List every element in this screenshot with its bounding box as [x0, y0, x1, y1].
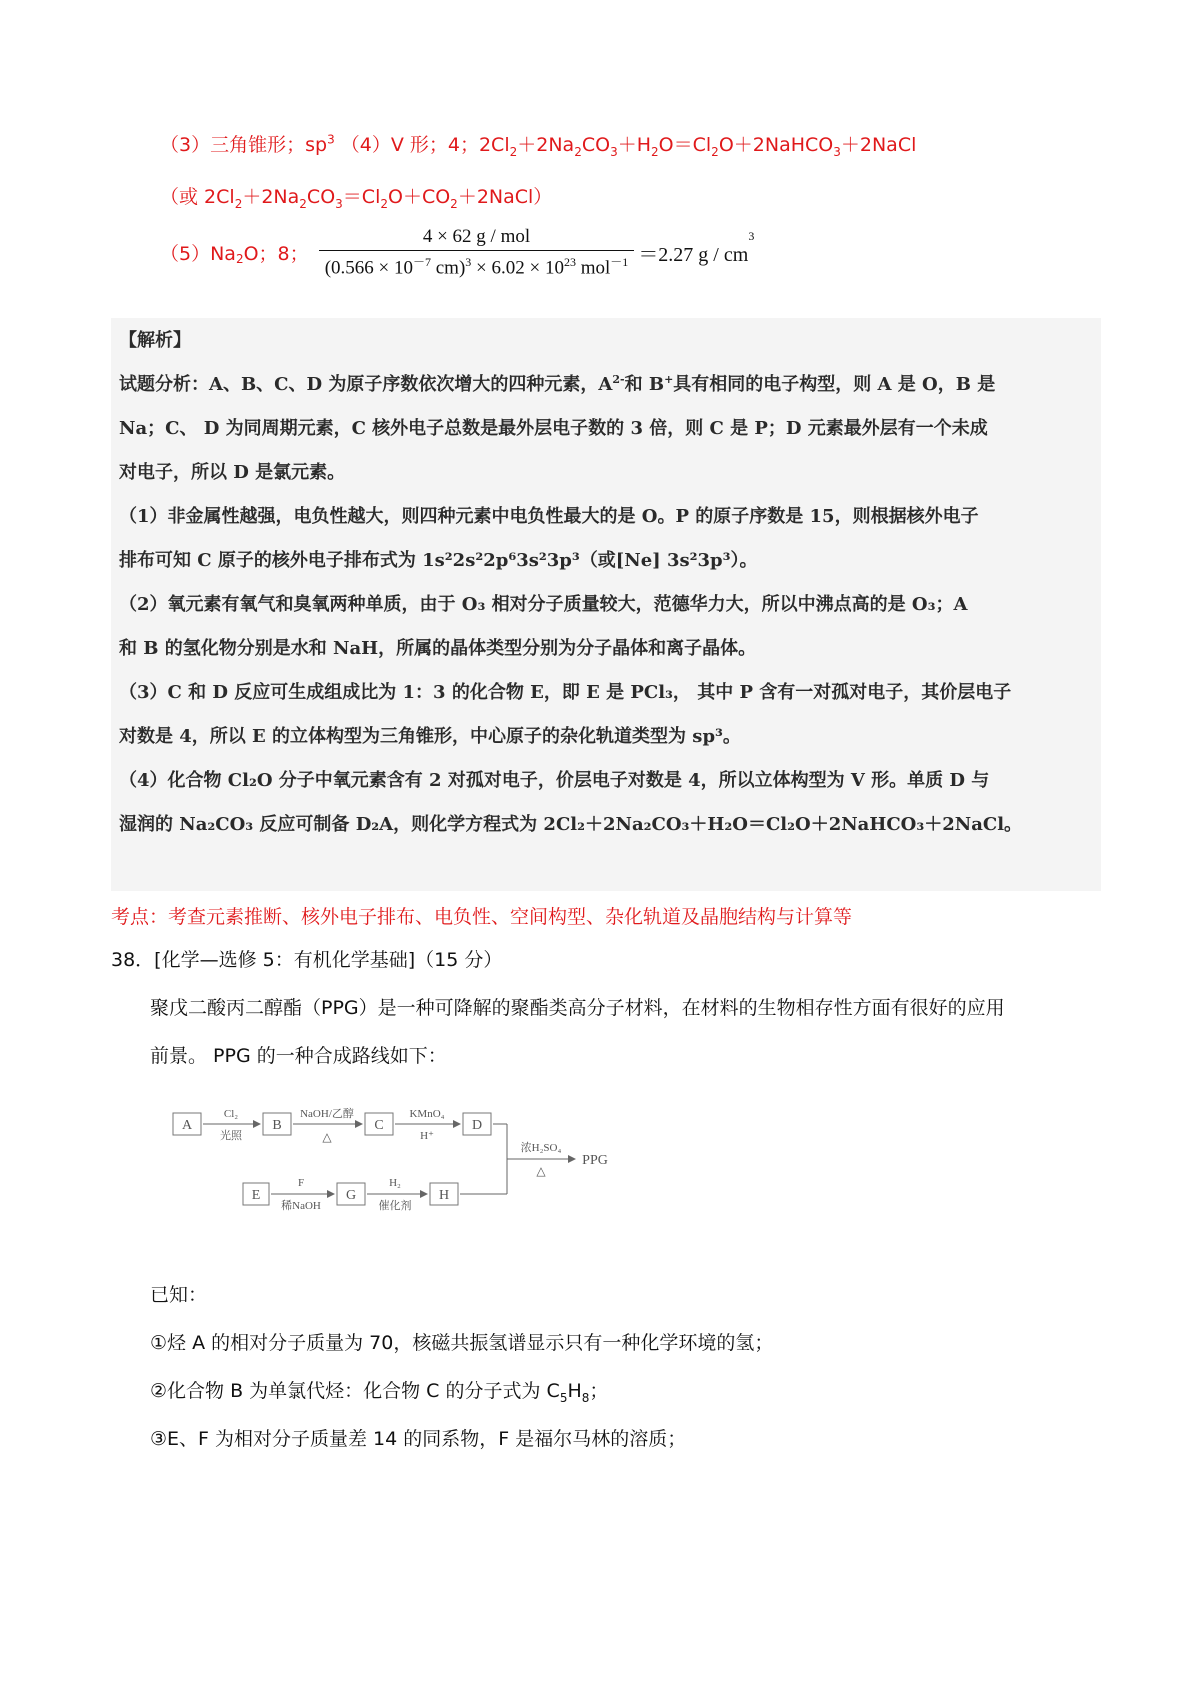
analysis-p1-line2: Na；C、 D 为同周期元素，C 核外电子总数是最外层电子数的 3 倍，则 C 是 P；D 元素最外层有一个未成 — [119, 418, 988, 439]
analysis-text: 排布可知 C 原子的核外电子排布式为 1s²2s²2p⁶3s²3p³（或[Ne] 3s²3p³）。 — [119, 550, 758, 571]
charge-superscript: + — [664, 373, 674, 386]
den-part: mol — [575, 257, 611, 279]
den-part: cm) — [431, 257, 466, 279]
eq-sub: 2 — [234, 196, 243, 211]
eq-part: O＋CO — [387, 186, 451, 208]
sp3-superscript: 3 — [327, 132, 335, 147]
eq-sub: 3 — [833, 144, 841, 159]
fraction-denominator — [319, 251, 635, 279]
reagent-b-c: NaOH/乙醇 — [300, 1108, 354, 1120]
analysis-panel — [111, 318, 1101, 891]
answer-5-tail: O；8； — [243, 243, 309, 266]
answer-line-alt — [160, 182, 552, 211]
eq-sub: 2 — [299, 196, 307, 211]
den-exp: 3 — [465, 255, 472, 269]
eq-part: O＝Cl — [658, 134, 712, 156]
known-item-3: ③E、F 为相对分子质量差 14 的同系物，F 是福尔马林的溶质； — [150, 1428, 687, 1450]
known-text: H — [567, 1380, 582, 1402]
eq-part: ＋H — [617, 134, 652, 156]
reagent-join: 浓H₂SO₄ — [520, 1142, 562, 1154]
analysis-p3-line1: （2）氧元素有氧气和臭氧两种单质，由于 O₃ 相对分子质量较大，范德华力大，所以中沸点高的是 O₃；A — [119, 594, 968, 615]
product-ppg: PPG — [582, 1153, 608, 1168]
answer-line-3-4 — [160, 130, 916, 159]
analysis-p4-line2: 对数是 4，所以 E 的立体构型为三角锥形，中心原子的杂化轨道类型为 sp³。 — [119, 726, 741, 747]
analysis-p3-line2: 和 B 的氢化物分别是水和 NaH，所属的晶体类型分别为分子晶体和离子晶体。 — [119, 638, 757, 659]
den-part: (0.566 × 10 — [324, 257, 413, 279]
analysis-p1-line1 — [119, 370, 995, 396]
eq-part: ＋2Na — [517, 134, 575, 156]
analysis-heading: 【解析】 — [119, 330, 191, 351]
question-intro-line1: 聚戊二酸丙二醇酯（PPG）是一种可降解的聚酯类高分子材料，在材料的生物相存性方面有很好的应用 — [150, 997, 1005, 1019]
density-fraction — [319, 226, 635, 279]
formula-sub: 8 — [581, 1390, 590, 1405]
answer-line-5 — [160, 226, 754, 279]
node-h: H — [438, 1188, 450, 1203]
eq-part: CO — [306, 186, 336, 208]
eq-sub: 3 — [610, 144, 618, 159]
condition-g-h: 催化剂 — [378, 1200, 412, 1212]
fraction-numerator: 4 × 62 g / mol — [319, 226, 635, 251]
eq-part: ＋2NaCl — [840, 134, 917, 156]
den-exp: 23 — [563, 255, 576, 269]
analysis-text: 试题分析：A、B、C、D 为原子序数依次增大的四种元素，A — [119, 374, 613, 395]
reagent-e-g: F — [297, 1177, 305, 1189]
eq-sub: 2 — [651, 144, 659, 159]
den-exp: －7 — [412, 255, 431, 269]
node-g: G — [345, 1188, 357, 1203]
eq-sub: 2 — [450, 196, 458, 211]
result-exp: 3 — [748, 229, 755, 244]
reagent-a-b: Cl₂ — [223, 1108, 239, 1120]
condition-e-g: 稀NaOH — [281, 1200, 321, 1212]
known-item-1: ①烃 A 的相对分子质量为 70，核磁共振氢谱显示只有一种化学环境的氢； — [150, 1332, 774, 1354]
analysis-p1-line3: 对电子，所以 D 是氯元素。 — [119, 462, 346, 483]
formula-sub: 5 — [559, 1390, 568, 1405]
charge-superscript: 2- — [612, 373, 625, 386]
analysis-text: 和 B — [624, 374, 665, 395]
answer-5-label: （5）Na — [160, 243, 236, 266]
node-b: B — [272, 1118, 282, 1133]
eq-sub: 2 — [574, 144, 582, 159]
node-c: C — [374, 1118, 384, 1133]
eq-part: （或 2Cl — [160, 186, 235, 208]
node-d: D — [471, 1118, 483, 1133]
eq-sub: 2 — [711, 144, 719, 159]
den-part: × 6.02 × 10 — [471, 257, 564, 279]
eq-sub: 3 — [335, 196, 343, 211]
eq-part: ＝Cl — [342, 186, 381, 208]
condition-c-d: H⁺ — [420, 1130, 434, 1142]
analysis-p4-line1: （3）C 和 D 反应可生成组成比为 1：3 的化合物 E，即 E 是 PCl₃， 其中 P 含有一对孤对电子，其价层电子 — [119, 682, 1012, 703]
answer-4-label: （4）V 形；4；2Cl — [340, 134, 510, 156]
condition-join: △ — [536, 1164, 546, 1178]
analysis-text: 具有相同的电子构型，则 A 是 O，B 是 — [673, 374, 996, 395]
known-text: ②化合物 B 为单氯代烃：化合物 C 的分子式为 C — [150, 1380, 560, 1402]
analysis-p5-line2: 湿润的 Na₂CO₃ 反应可制备 D₂A，则化学方程式为 2Cl₂＋2Na₂CO₃＋H₂O＝Cl₂O＋2NaHCO₃＋2NaCl。 — [119, 814, 1023, 835]
answer-3-label: （3）三角锥形；sp — [160, 134, 328, 156]
eq-sub: 2 — [235, 251, 244, 266]
eq-sub: 2 — [380, 196, 388, 211]
exam-point: 考点：考查元素推断、核外电子排布、电负性、空间构型、杂化轨道及晶胞结构与计算等 — [111, 906, 853, 928]
known-item-2 — [150, 1376, 608, 1405]
eq-sub: 2 — [509, 144, 518, 159]
question-38-title: 38．[化学—选修 5：有机化学基础]（15 分） — [111, 949, 503, 971]
eq-part: CO — [581, 134, 611, 156]
reagent-g-h: H₂ — [389, 1177, 401, 1189]
eq-part: ＋2NaCl） — [457, 186, 553, 208]
node-e: E — [251, 1188, 261, 1203]
analysis-p2-line1: （1）非金属性越强，电负性越大，则四种元素中电负性最大的是 O。P 的原子序数是 15，则根据核外电子 — [119, 506, 979, 527]
density-result: ＝2.27 g / cm — [638, 244, 749, 267]
synthesis-route-diagram — [155, 1085, 655, 1225]
analysis-p5-line1: （4）化合物 Cl₂O 分子中氧元素含有 2 对孤对电子，价层电子对数是 4，所以立体构型为 V 形。单质 D 与 — [119, 770, 990, 791]
condition-a-b: 光照 — [220, 1130, 242, 1142]
question-intro-line2: 前景。 PPG 的一种合成路线如下： — [150, 1045, 447, 1067]
eq-part: ＋2Na — [242, 186, 300, 208]
analysis-p2-line2 — [119, 546, 757, 572]
den-exp: －1 — [610, 255, 629, 269]
known-heading: 已知： — [150, 1284, 208, 1306]
node-a: A — [181, 1118, 193, 1133]
reagent-c-d: KMnO₄ — [409, 1108, 445, 1120]
condition-b-c: △ — [322, 1130, 332, 1144]
eq-part: O＋2NaHCO — [718, 134, 834, 156]
known-text: ； — [589, 1380, 609, 1402]
